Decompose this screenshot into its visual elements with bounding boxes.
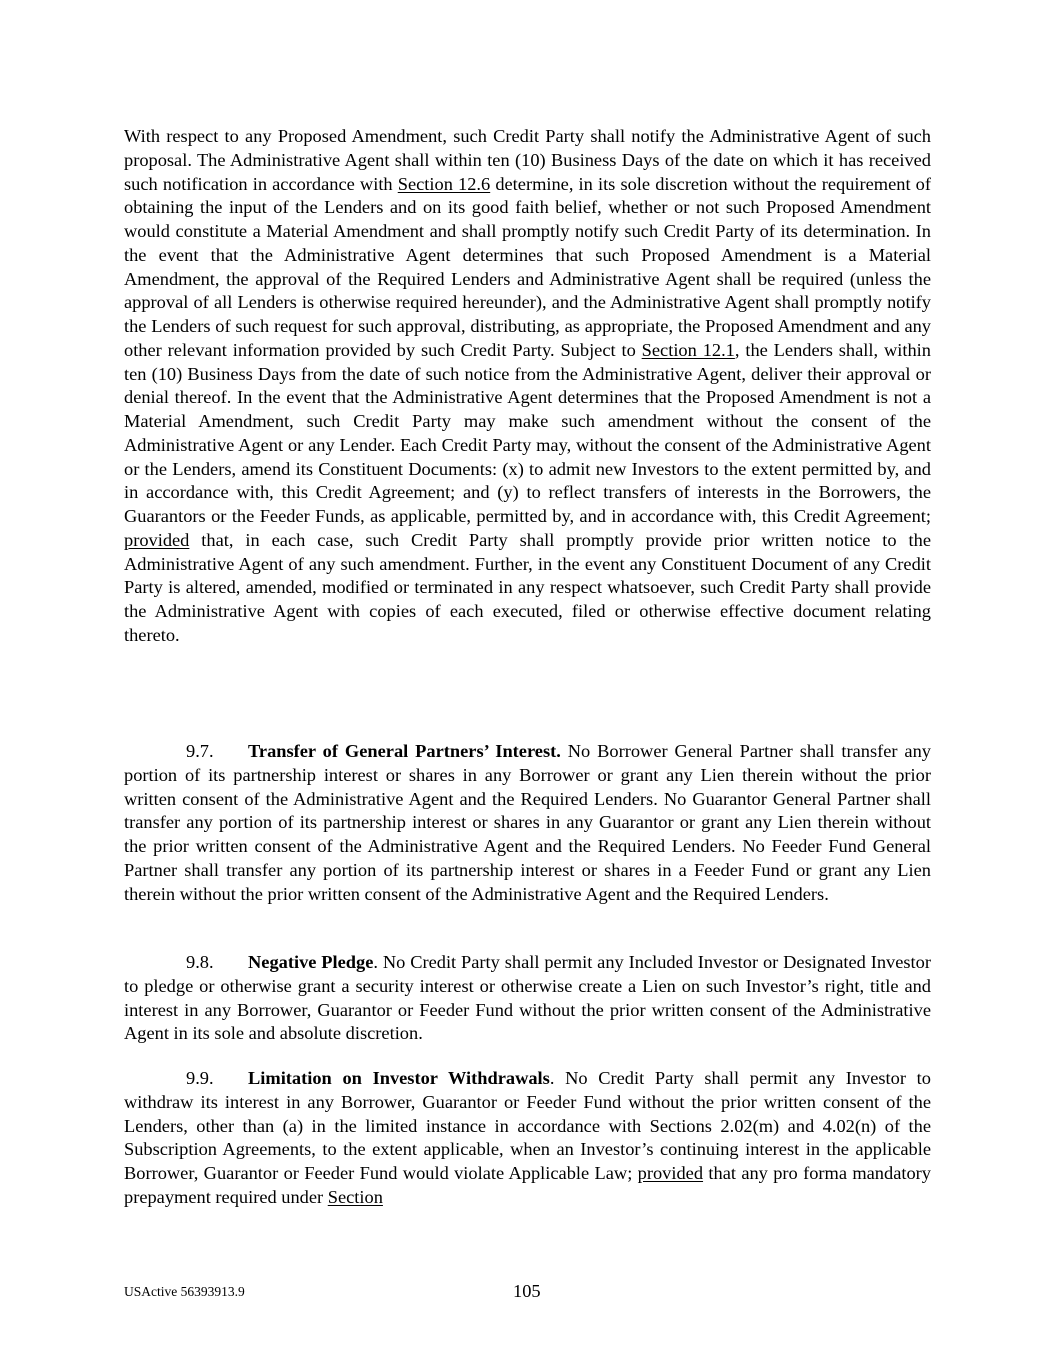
section-body: . No Credit Party shall permit any Included Investor or Designated Investor to pledge or otherwise grant a security interest or otherwise create a Lien on such Investor’s right, title and interest in any Borrower, Guarantor or Feeder Fund without the prior written consent of the Administrative Agent in its sole and absolute discretion.: [124, 952, 931, 1044]
paragraph-proposed-amendment: [124, 125, 931, 648]
text-run: determine, in its sole discretion without the requirement of obtaining the input of the Lenders and on its good faith belief, whether or not such Proposed Amendment would constitute a Material Amendment and shall promptly notify such Credit Party of its determination. In the event that the Administrative Agent determines that such Proposed Amendment is a Material Amendment, the approval of the Required Lenders and Administrative Agent shall be required (unless the approval of all Lenders is otherwise required hereunder), and the Administrative Agent shall promptly notify the Lenders of such request for such approval, distributing, as appropriate, the Proposed Amendment and any other relevant information provided by such Credit Party. Subject to: [124, 173, 931, 360]
text-run: , the Lenders shall, within ten (10) Business Days from the date of such notice from the Administrative Agent, deliver their approval or denial thereof. In the event that the Administrative Agent determines that the Proposed Amendment is not a Material Amendment, such Credit Party may make such amendment without the consent of the Administrative Agent or any Lender. Each Credit Party may, without the consent of the Administrative Agent or the Lenders, amend its Constituent Documents: (x) to admit new Investors to the extent permitted by, and in accordance with, this Credit Agreement; and (y) to reflect transfers of interests in the Borrowers, the Guarantors or the Feeder Funds, as applicable, permitted by, and in accordance with, this Credit Agreement;: [124, 339, 931, 526]
section-heading: Transfer of General Partners’ Interest.: [248, 741, 561, 761]
section-9-7: [124, 740, 931, 906]
section-heading: Negative Pledge: [248, 952, 374, 972]
provided-term: provided: [124, 529, 190, 550]
text-run: that, in each case, such Credit Party shall promptly provide prior written notice to the Administrative Agent of any such amendment. Further, in the event any Constituent Document of any Credit Party is altered, amended, modified or terminated in any respect whatsoever, such Credit Party shall provide the Administrative Agent with copies of each executed, filed or otherwise effective document relating thereto.: [124, 529, 931, 645]
section-body: . No Credit Party shall permit any Investor to withdraw its interest in any Borrower, Guarantor or Feeder Fund without the prior written consent of the Lenders, other than (a) in the limited instance in accordance with Sections 2.02(m) and 4.02(n) of the Subscription Agreements, to the extent applicable, when an Investor’s continuing interest in the applicable Borrower, Guarantor or Feeder Fund would violate Applicable Law;: [124, 1068, 931, 1183]
section-9-9: [124, 1067, 931, 1210]
text-run: that any pro forma mandatory prepayment required under: [124, 1163, 931, 1207]
footer-document-id: USActive 56393913.9: [124, 1284, 245, 1299]
text-run: With respect to any Proposed Amendment, such Credit Party shall notify the Administrative Agent of such proposal. The Administrative Agent shall within ten (10) Business Days of the date on which it has received such notification in accordance with: [124, 126, 931, 194]
section-heading: Limitation on Investor Withdrawals: [248, 1068, 550, 1088]
section-number: 9.9.: [186, 1068, 214, 1088]
section-reference-12-6: Section 12.6: [397, 173, 491, 194]
section-number: 9.8.: [186, 952, 214, 972]
provided-term: provided: [637, 1163, 704, 1183]
section-9-8: [124, 951, 931, 1046]
section-reference-continued: Section: [327, 1186, 383, 1207]
section-number: 9.7.: [186, 741, 214, 761]
section-body: No Borrower General Partner shall transfer any portion of its partnership interest or shares in any Borrower or grant any Lien therein without the prior written consent of the Administrative Agent and the Required Lenders. No Guarantor General Partner shall transfer any portion of its partnership interest or shares in any Guarantor or grant any Lien therein without the prior written consent of the Administrative Agent and the Required Lenders. No Feeder Fund General Partner shall transfer any portion of its partnership interest or shares in a Feeder Fund or grant any Lien therein without the prior written consent of the Administrative Agent and the Required Lenders.: [124, 741, 931, 904]
footer-page-number: 105: [513, 1281, 541, 1301]
section-reference-12-1: Section 12.1: [641, 339, 735, 360]
